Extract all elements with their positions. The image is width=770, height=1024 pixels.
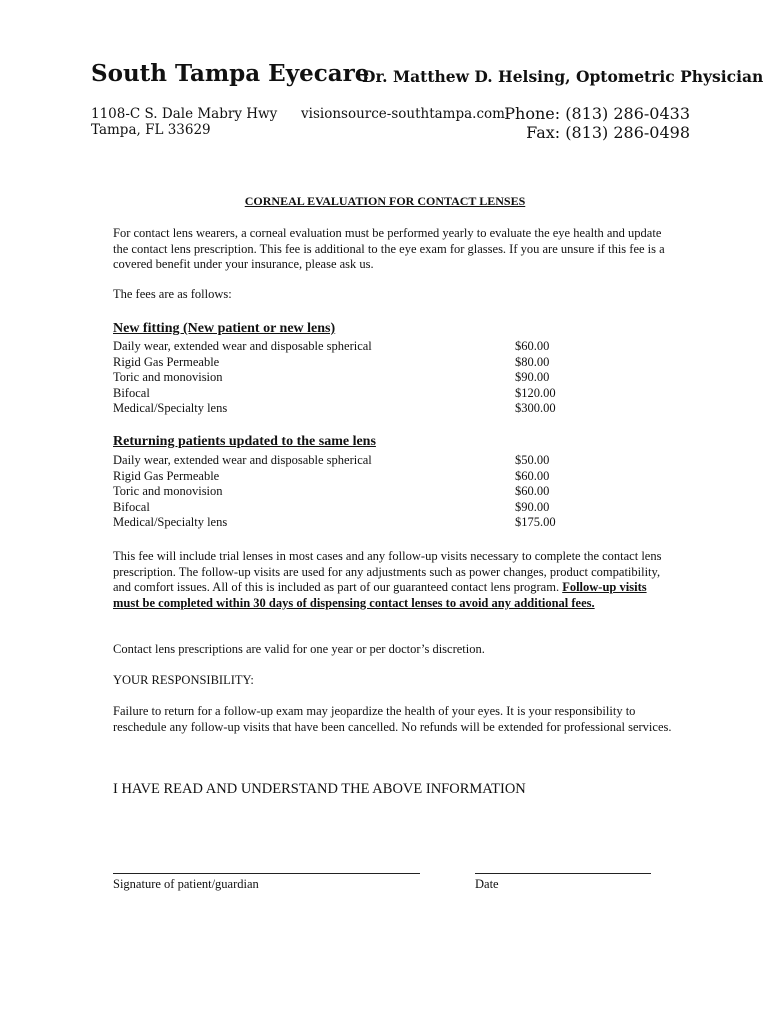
address-block — [91, 106, 277, 138]
fax-number: Fax: (813) 286-0498 — [526, 123, 690, 142]
fee-item-label: Bifocal — [113, 385, 150, 400]
fee-row — [113, 370, 573, 386]
intro-paragraph: For contact lens wearers, a corneal evaluation must be performed yearly to evaluate the eye health and update the contact lens prescription. This fee is additional to the eye exam for glasses. If you are unsure if this fee is a covered benefit under your insurance, please ask us. — [113, 226, 665, 272]
fee-row — [113, 500, 573, 516]
responsibility-paragraph: Failure to return for a follow-up exam may jeopardize the health of your eyes. It is your responsibility to reschedule any follow-up visits that have been cancelled. No refunds will be extended for professional services. — [113, 704, 672, 734]
returning-heading: Returning patients updated to the same lens — [113, 434, 376, 449]
contact-block — [504, 104, 690, 142]
fees-intro: The fees are as follows: — [113, 287, 232, 301]
fee-item-price: $60.00 — [515, 468, 550, 483]
prescription-validity: Contact lens prescriptions are valid for one year or per doctor’s discretion. — [113, 642, 485, 656]
fee-row — [113, 484, 573, 500]
fee-item-label: Daily wear, extended wear and disposable spherical — [113, 453, 372, 467]
address-line-1: 1108-C S. Dale Mabry Hwy — [91, 106, 278, 122]
fee-row — [113, 469, 573, 485]
trial-lenses-paragraph — [113, 549, 673, 611]
new-fitting-heading: New fitting (New patient or new lens) — [113, 321, 336, 336]
fee-item-label: Toric and monovision — [113, 370, 223, 384]
website: visionsource-southtampa.com — [301, 106, 505, 122]
responsibility-heading: YOUR RESPONSIBILITY: — [113, 673, 254, 687]
fee-item-label: Rigid Gas Permeable — [113, 354, 220, 369]
date-label: Date — [475, 877, 499, 891]
signature-label: Signature of patient/guardian — [113, 877, 259, 891]
fee-item-label: Rigid Gas Permeable — [113, 468, 220, 483]
fee-item-price: $120.00 — [515, 385, 556, 400]
fee-item-price: $80.00 — [515, 354, 550, 369]
fee-item-price: $60.00 — [515, 484, 550, 498]
fee-row — [113, 515, 573, 531]
doctor-name: Dr. Matthew D. Helsing, Optometric Physician — [362, 67, 764, 86]
trial-lenses-text: This fee will include trial lenses in most cases and any follow-up visits necessary to complete the contact lens prescription. The follow-up visits are used for any adjustments such as power changes, product compatibility, and comfort issues. All of this is included as part of our guaranteed contact lens program. — [113, 549, 662, 595]
follow-up-deadline-notice: Follow-up visits must be completed within 30 days of dispensing contact lenses to avoid any additional fees. — [113, 580, 647, 610]
date-line[interactable] — [475, 873, 651, 874]
fee-row — [113, 386, 573, 402]
practice-name: South Tampa Eyecare — [91, 60, 370, 87]
fee-item-price: $50.00 — [515, 453, 550, 467]
fee-row — [113, 453, 573, 469]
fee-item-label: Daily wear, extended wear and disposable spherical — [113, 339, 372, 353]
fee-row — [113, 355, 573, 371]
fee-item-label: Toric and monovision — [113, 484, 223, 498]
fee-item-label: Medical/Specialty lens — [113, 515, 228, 529]
phone-number: Phone: (813) 286-0433 — [504, 104, 690, 123]
signature-line[interactable] — [113, 873, 420, 874]
fee-item-price: $300.00 — [515, 401, 556, 415]
fee-row — [113, 401, 573, 417]
fee-row — [113, 339, 573, 355]
document-title: CORNEAL EVALUATION FOR CONTACT LENSES — [244, 194, 526, 208]
fee-item-label: Bifocal — [113, 499, 150, 514]
fee-item-price: $60.00 — [515, 339, 550, 353]
fee-item-price: $90.00 — [515, 370, 550, 384]
acknowledgement-statement: I HAVE READ AND UNDERSTAND THE ABOVE INFORMATION — [113, 781, 526, 797]
fee-item-label: Medical/Specialty lens — [113, 401, 228, 415]
address-line-2: Tampa, FL 33629 — [91, 122, 211, 138]
fee-item-price: $90.00 — [515, 499, 550, 514]
fee-item-price: $175.00 — [515, 515, 556, 529]
